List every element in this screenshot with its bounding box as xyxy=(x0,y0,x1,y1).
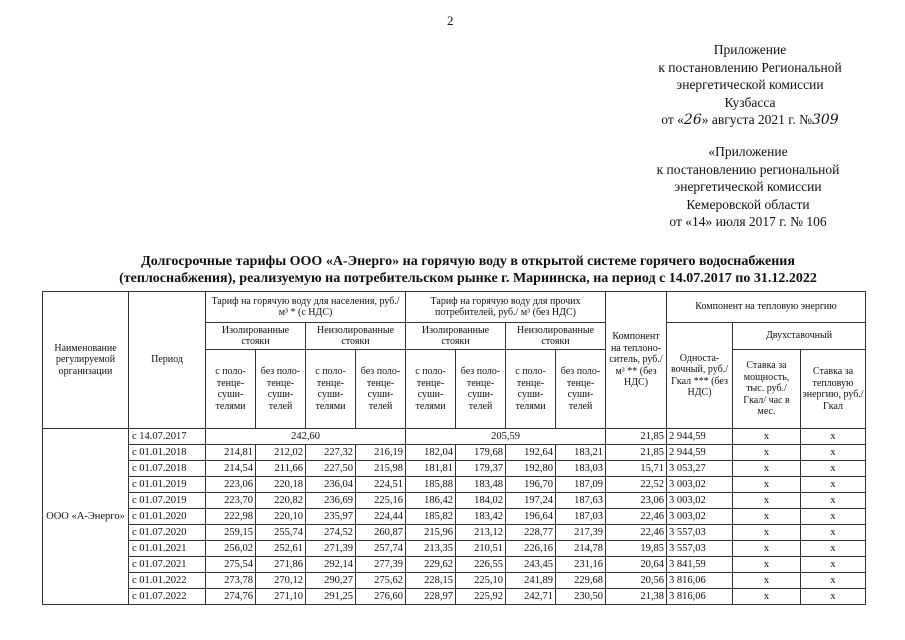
value-cell: 217,39 xyxy=(556,525,606,541)
value-cell: х xyxy=(801,429,866,445)
period-cell: с 01.07.2019 xyxy=(129,493,206,509)
value-cell: 192,80 xyxy=(506,461,556,477)
value-cell: 242,71 xyxy=(506,589,556,605)
title-line: (теплоснабжения), реализуемую на потребительском рынке г. Мариинска, на период с 14.07.2017 по 31.12.2022 xyxy=(119,271,817,286)
value-cell: 3 003,02 xyxy=(667,477,733,493)
value-cell: 22,52 xyxy=(606,477,667,493)
value-cell: 216,19 xyxy=(356,445,406,461)
value-cell: 226,16 xyxy=(506,541,556,557)
value-cell: 214,81 xyxy=(206,445,256,461)
value-cell: х xyxy=(733,509,801,525)
period-cell: с 01.07.2021 xyxy=(129,557,206,573)
period-cell: с 14.07.2017 xyxy=(129,429,206,445)
value-cell: 273,78 xyxy=(206,573,256,589)
value-cell: х xyxy=(801,557,866,573)
value-cell: 275,62 xyxy=(356,573,406,589)
value-cell: 225,16 xyxy=(356,493,406,509)
value-cell: 275,54 xyxy=(206,557,256,573)
value-cell: 236,04 xyxy=(306,477,356,493)
period-cell: с 01.01.2019 xyxy=(129,477,206,493)
header-two-part: Двухставочный xyxy=(733,323,866,350)
value-cell: 274,52 xyxy=(306,525,356,541)
value-cell: 185,88 xyxy=(406,477,456,493)
header-non-isolated: Неизолированные стояки xyxy=(306,323,406,350)
value-cell: х xyxy=(733,573,801,589)
value-cell: 229,68 xyxy=(556,573,606,589)
value-cell: 3 816,06 xyxy=(667,589,733,605)
value-cell: 181,81 xyxy=(406,461,456,477)
header-without-dryers: без поло-тенце-суши-телей xyxy=(456,350,506,429)
value-cell: 227,50 xyxy=(306,461,356,477)
table-row xyxy=(43,429,866,445)
value-cell: 271,10 xyxy=(256,589,306,605)
value-cell: 182,04 xyxy=(406,445,456,461)
value-cell: 15,71 xyxy=(606,461,667,477)
appendix-block xyxy=(630,41,870,130)
org-name: ООО «А-Энерго» xyxy=(43,429,129,605)
value-cell: 3 003,02 xyxy=(667,493,733,509)
value-cell: 196,64 xyxy=(506,509,556,525)
appendix-line: энергетической комиссии xyxy=(676,77,824,92)
value-cell: х xyxy=(733,477,801,493)
value-cell: 183,21 xyxy=(556,445,606,461)
value-cell: х xyxy=(801,493,866,509)
value-cell: 2 944,59 xyxy=(667,429,733,445)
value-cell: 22,46 xyxy=(606,525,667,541)
value-cell: 213,35 xyxy=(406,541,456,557)
value-cell: х xyxy=(733,493,801,509)
value-cell: 185,82 xyxy=(406,509,456,525)
value-cell: 3 053,27 xyxy=(667,461,733,477)
value-cell: 231,16 xyxy=(556,557,606,573)
value-cell: 225,92 xyxy=(456,589,506,605)
value-cell: х xyxy=(801,589,866,605)
value-cell: х xyxy=(733,541,801,557)
period-cell: с 01.01.2020 xyxy=(129,509,206,525)
header-without-dryers: без поло-тенце-суши-телей xyxy=(256,350,306,429)
value-cell: 228,15 xyxy=(406,573,456,589)
header-pop-tariff: Тариф на горячую воду для населения, руб./м³ * (с НДС) xyxy=(206,292,406,323)
value-cell: х xyxy=(801,573,866,589)
table-row xyxy=(43,589,866,605)
value-cell: 227,32 xyxy=(306,445,356,461)
value-cell: 277,39 xyxy=(356,557,406,573)
header-other-tariff: Тариф на горячую воду для прочих потребителей, руб./ м³ (без НДС) xyxy=(406,292,606,323)
value-cell: 205,59 xyxy=(406,429,606,445)
value-cell: 183,03 xyxy=(556,461,606,477)
table-row xyxy=(43,493,866,509)
value-cell: 228,77 xyxy=(506,525,556,541)
value-cell: 187,09 xyxy=(556,477,606,493)
period-cell: с 01.07.2018 xyxy=(129,461,206,477)
value-cell: 179,37 xyxy=(456,461,506,477)
value-cell: 183,48 xyxy=(456,477,506,493)
value-cell: х xyxy=(733,557,801,573)
value-cell: 230,50 xyxy=(556,589,606,605)
appendix-line: Кемеровской области xyxy=(686,196,810,212)
period-cell: с 01.01.2018 xyxy=(129,445,206,461)
appendix-line: «Приложение xyxy=(708,144,788,159)
value-cell: 256,02 xyxy=(206,541,256,557)
period-cell: с 01.07.2020 xyxy=(129,525,206,541)
previous-appendix-block xyxy=(628,143,868,231)
value-cell: х xyxy=(801,541,866,557)
value-cell: 183,42 xyxy=(456,509,506,525)
value-cell: 215,96 xyxy=(406,525,456,541)
title-line: Долгосрочные тарифы ООО «А-Энерго» на горячую воду в открытой системе горячего водоснабжения xyxy=(141,254,795,269)
header-carrier: Компонент на теплоно-ситель, руб./м³ ** (без НДС) xyxy=(606,292,667,429)
value-cell: 292,14 xyxy=(306,557,356,573)
value-cell: 242,60 xyxy=(206,429,406,445)
table-row xyxy=(43,509,866,525)
header-without-dryers: без поло-тенце-суши-телей xyxy=(556,350,606,429)
value-cell: 255,74 xyxy=(256,525,306,541)
table-row xyxy=(43,573,866,589)
value-cell: 223,06 xyxy=(206,477,256,493)
value-cell: 236,69 xyxy=(306,493,356,509)
value-cell: х xyxy=(733,429,801,445)
value-cell: 228,97 xyxy=(406,589,456,605)
appendix-line: Кузбасса xyxy=(724,94,776,110)
value-cell: х xyxy=(733,445,801,461)
value-cell: 22,46 xyxy=(606,509,667,525)
value-cell: 224,44 xyxy=(356,509,406,525)
value-cell: 252,61 xyxy=(256,541,306,557)
value-cell: 184,02 xyxy=(456,493,506,509)
value-cell: 276,60 xyxy=(356,589,406,605)
value-cell: 3 841,59 xyxy=(667,557,733,573)
value-cell: 3 557,03 xyxy=(667,541,733,557)
date-prefix: от « xyxy=(661,112,684,127)
value-cell: 225,10 xyxy=(456,573,506,589)
value-cell: 20,56 xyxy=(606,573,667,589)
appendix-line: энергетической комиссии xyxy=(674,179,822,194)
value-cell: 3 816,06 xyxy=(667,573,733,589)
value-cell: 235,97 xyxy=(306,509,356,525)
header-with-dryers: с поло-тенце-суши-телями xyxy=(306,350,356,429)
value-cell: 271,39 xyxy=(306,541,356,557)
value-cell: х xyxy=(801,445,866,461)
header-with-dryers: с поло-тенце-суши-телями xyxy=(506,350,556,429)
header-power-rate: Ставка за мощность, тыс. руб./ Гкал/ час в мес. xyxy=(733,350,801,429)
value-cell: х xyxy=(801,509,866,525)
value-cell: 179,68 xyxy=(456,445,506,461)
value-cell: 270,12 xyxy=(256,573,306,589)
value-cell: 224,51 xyxy=(356,477,406,493)
value-cell: 21,85 xyxy=(606,429,667,445)
table-row xyxy=(43,557,866,573)
tariff-table xyxy=(42,291,866,605)
value-cell: 197,24 xyxy=(506,493,556,509)
value-cell: 210,51 xyxy=(456,541,506,557)
value-cell: 290,27 xyxy=(306,573,356,589)
date-middle: » августа 2021 г. № xyxy=(701,112,812,127)
value-cell: 19,85 xyxy=(606,541,667,557)
appendix-line: к постановлению Региональной xyxy=(658,59,842,75)
table-row xyxy=(43,477,866,493)
table-row xyxy=(43,541,866,557)
value-cell: 3 557,03 xyxy=(667,525,733,541)
header-without-dryers: без поло-тенце-суши-телей xyxy=(356,350,406,429)
table-row xyxy=(43,445,866,461)
value-cell: 223,70 xyxy=(206,493,256,509)
value-cell: 187,63 xyxy=(556,493,606,509)
value-cell: 3 003,02 xyxy=(667,509,733,525)
value-cell: х xyxy=(733,525,801,541)
value-cell: 222,98 xyxy=(206,509,256,525)
value-cell: 186,42 xyxy=(406,493,456,509)
value-cell: 229,62 xyxy=(406,557,456,573)
value-cell: 211,66 xyxy=(256,461,306,477)
value-cell: 220,18 xyxy=(256,477,306,493)
value-cell: 20,64 xyxy=(606,557,667,573)
document-title xyxy=(88,253,848,287)
appendix-line: к постановлению региональной xyxy=(656,161,840,177)
appendix-line: Приложение xyxy=(713,42,787,57)
value-cell: 187,03 xyxy=(556,509,606,525)
value-cell: 220,10 xyxy=(256,509,306,525)
value-cell: 260,87 xyxy=(356,525,406,541)
value-cell: 214,54 xyxy=(206,461,256,477)
value-cell: 226,55 xyxy=(456,557,506,573)
header-with-dryers: с поло-тенце-суши-телями xyxy=(406,350,456,429)
value-cell: 291,25 xyxy=(306,589,356,605)
value-cell: х xyxy=(801,461,866,477)
value-cell: 259,15 xyxy=(206,525,256,541)
value-cell: 220,82 xyxy=(256,493,306,509)
appendix-line: от «14» июля 2017 г. № 106 xyxy=(669,214,827,229)
value-cell: 214,78 xyxy=(556,541,606,557)
value-cell: 192,64 xyxy=(506,445,556,461)
value-cell: 196,70 xyxy=(506,477,556,493)
header-org: Наименование регулируемой организации xyxy=(43,292,129,429)
value-cell: 215,98 xyxy=(356,461,406,477)
header-isolated: Изолированные стояки xyxy=(206,323,306,350)
period-cell: с 01.01.2021 xyxy=(129,541,206,557)
handwritten-number: 309 xyxy=(811,112,839,128)
header-with-dryers: с поло-тенце-суши-телями xyxy=(206,350,256,429)
value-cell: 212,02 xyxy=(256,445,306,461)
header-energy: Компонент на тепловую энергию xyxy=(667,292,866,323)
value-cell: 23,06 xyxy=(606,493,667,509)
value-cell: х xyxy=(733,589,801,605)
header-isolated: Изолированные стояки xyxy=(406,323,506,350)
value-cell: 2 944,59 xyxy=(667,445,733,461)
header-period: Период xyxy=(129,292,206,429)
period-cell: с 01.01.2022 xyxy=(129,573,206,589)
value-cell: х xyxy=(733,461,801,477)
value-cell: 257,74 xyxy=(356,541,406,557)
table-row xyxy=(43,525,866,541)
handwritten-day: 26 xyxy=(683,112,702,128)
value-cell: 241,89 xyxy=(506,573,556,589)
header-one-part: Односта-вочный, руб./Гкал *** (без НДС) xyxy=(667,323,733,429)
page-number: 2 xyxy=(447,13,454,28)
table-row xyxy=(43,461,866,477)
value-cell: 243,45 xyxy=(506,557,556,573)
value-cell: 21,38 xyxy=(606,589,667,605)
value-cell: 21,85 xyxy=(606,445,667,461)
header-non-isolated: Неизолированные стояки xyxy=(506,323,606,350)
value-cell: х xyxy=(801,525,866,541)
value-cell: 213,12 xyxy=(456,525,506,541)
value-cell: 274,76 xyxy=(206,589,256,605)
appendix-date-line xyxy=(630,111,870,130)
period-cell: с 01.07.2022 xyxy=(129,589,206,605)
header-energy-rate: Ставка за тепловую энергию, руб./Гкал xyxy=(801,350,866,429)
value-cell: 271,86 xyxy=(256,557,306,573)
value-cell: х xyxy=(801,477,866,493)
